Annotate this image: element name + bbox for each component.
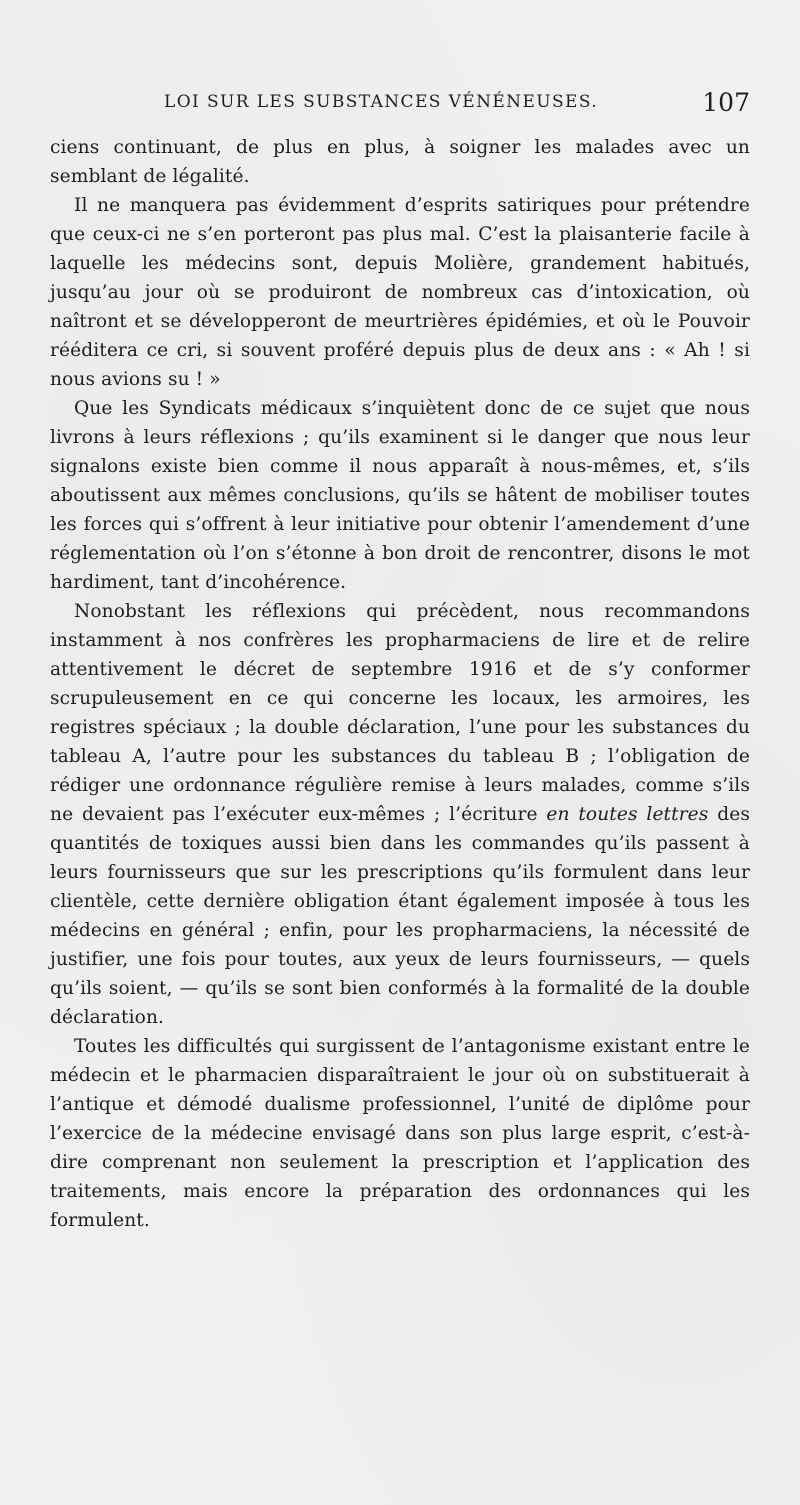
paragraph-continuation: ciens continuant, de plus en plus, à soigner les malades avec un semblant de légalité. [50, 137, 750, 187]
running-title: LOI SUR LES SUBSTANCES VÉNÉNEUSES. [164, 92, 599, 112]
body-text [50, 133, 750, 1235]
paragraph-propharmacists-part-2: des quantités de toxiques aussi bien dans les commandes qu’ils passent à leurs fournisseurs que sur les prescriptions qu’ils formulent dans leur clientèle, cette dernière obligation étant également imposée à tous les médecins en général ; enfin, pour les propharmaciens, la nécessité de justifier, une fois pour toutes, aux yeux de leurs fournisseurs, — quels qu’ils soient, — qu’ils se sont bien conformés à la formalité de la double déclaration. [50, 804, 750, 1028]
paragraph-propharmacists-part-1: Nonobstant les réflexions qui précèdent, nous recommandons instamment à nos confrères les propharmaciens de lire et de relire attentivement le décret de septembre 1916 et de s’y conformer scrupuleusement en ce qui concerne les locaux, les armoires, les registres spéciaux ; la double déclaration, l’une pour les substances du tableau A, l’autre pour les substances du tableau B ; l’obligation de rédiger une ordonnance régulière remise à leurs malades, comme s’ils ne devaient pas l’exécuter eux-mêmes ; l’écriture [50, 601, 750, 825]
paragraph-propharmacists [50, 597, 750, 1032]
paragraph-satirical-minds: Il ne manquera pas évidemment d’esprits satiriques pour prétendre que ceux-ci ne s’en porteront pas plus mal. C’est la plaisanterie facile à laquelle les médecins sont, depuis Molière, grandement habitués, jusqu’au jour où se produiront de nombreux cas d’intoxication, où naîtront et se développeront de meurtrières épidémies, et où le Pouvoir rééditera ce cri, si souvent proféré depuis plus de deux ans : « Ah ! si nous avions su ! » [50, 195, 750, 390]
running-head [164, 88, 750, 122]
paragraph-antagonism: Toutes les difficultés qui surgissent de l’antagonisme existant entre le médecin et le pharmacien disparaîtraient le jour où on substituerait à l’antique et démodé dualisme professionnel, l’unité de diplôme pour l’exercice de la médecine envisagé dans son plus large esprit, c’est-à-dire comprenant non seulement la prescription et l’application des traitements, mais encore la préparation des ordonnances qui les formulent. [50, 1036, 750, 1231]
paragraph-medical-syndicates: Que les Syndicats médicaux s’inquiètent donc de ce sujet que nous livrons à leurs réflexions ; qu’ils examinent si le danger que nous leur signalons existe bien comme il nous apparaît à nous-mêmes, et, s’ils aboutissent aux mêmes conclusions, qu’ils se hâtent de mobiliser toutes les forces qui s’offrent à leur initiative pour obtenir l’amendement d’une réglementation où l’on s’étonne à bon droit de rencontrer, disons le mot hardiment, tant d’incohérence. [50, 398, 750, 593]
italic-phrase: en toutes lettres [546, 804, 709, 825]
page-number: 107 [702, 88, 750, 117]
